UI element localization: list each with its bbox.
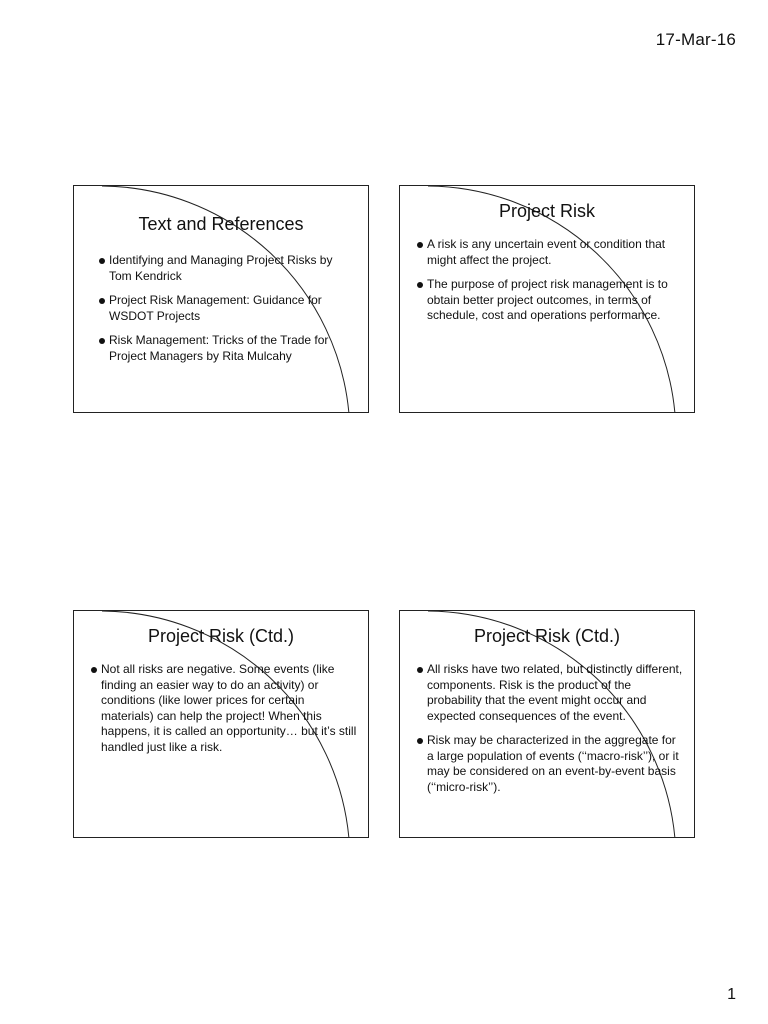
bullet-item: All risks have two related, but distinctly different, components. Risk is the product of the probability that the event might occur and expected consequences of the event.	[417, 662, 685, 724]
bullet-list	[91, 662, 359, 764]
slide-project-risk-ctd-2	[399, 610, 695, 838]
bullet-dot	[99, 338, 105, 344]
bullet-dot	[417, 242, 423, 248]
bullet-list	[417, 237, 685, 333]
bullet-dot	[417, 667, 423, 673]
page-date: 17-Mar-16	[655, 30, 736, 49]
bullet-dot	[417, 738, 423, 744]
bullet-item: Risk may be characterized in the aggregate for a large population of events (‘‘macro-risk’’), or it may be considered on an event-by-event basis (‘‘micro-risk’’).	[417, 733, 685, 795]
slide-project-risk-ctd-1	[73, 610, 369, 838]
page-number: 1	[727, 986, 736, 1003]
bullet-item: Identifying and Managing Project Risks by Tom Kendrick	[99, 253, 349, 284]
bullet-dot	[99, 298, 105, 304]
bullet-list	[99, 253, 349, 373]
slide-title: Project Risk	[498, 201, 596, 221]
slide-text-and-references	[73, 185, 369, 413]
bullet-dot	[417, 282, 423, 288]
bullet-list	[417, 662, 685, 804]
bullet-dot	[91, 667, 97, 673]
slide-title: Text and References	[138, 214, 304, 234]
bullet-item: Not all risks are negative. Some events (like finding an easier way to do an activity) or conditions (like lower prices for certain materials) can help the project! When this happens, it is called an opportunity… but it’s still handled just like a risk.	[91, 662, 359, 755]
slide-title: Project Risk (Ctd.)	[473, 626, 621, 646]
bullet-item: A risk is any uncertain event or condition that might affect the project.	[417, 237, 685, 268]
bullet-item: Risk Management: Tricks of the Trade for Project Managers by Rita Mulcahy	[99, 333, 349, 364]
bullet-dot	[99, 258, 105, 264]
slide-project-risk	[399, 185, 695, 413]
bullet-item: The purpose of project risk management is to obtain better project outcomes, in terms of schedule, cost and operations performance.	[417, 277, 685, 324]
slide-title: Project Risk (Ctd.)	[147, 626, 295, 646]
bullet-item: Project Risk Management: Guidance for WSDOT Projects	[99, 293, 349, 324]
